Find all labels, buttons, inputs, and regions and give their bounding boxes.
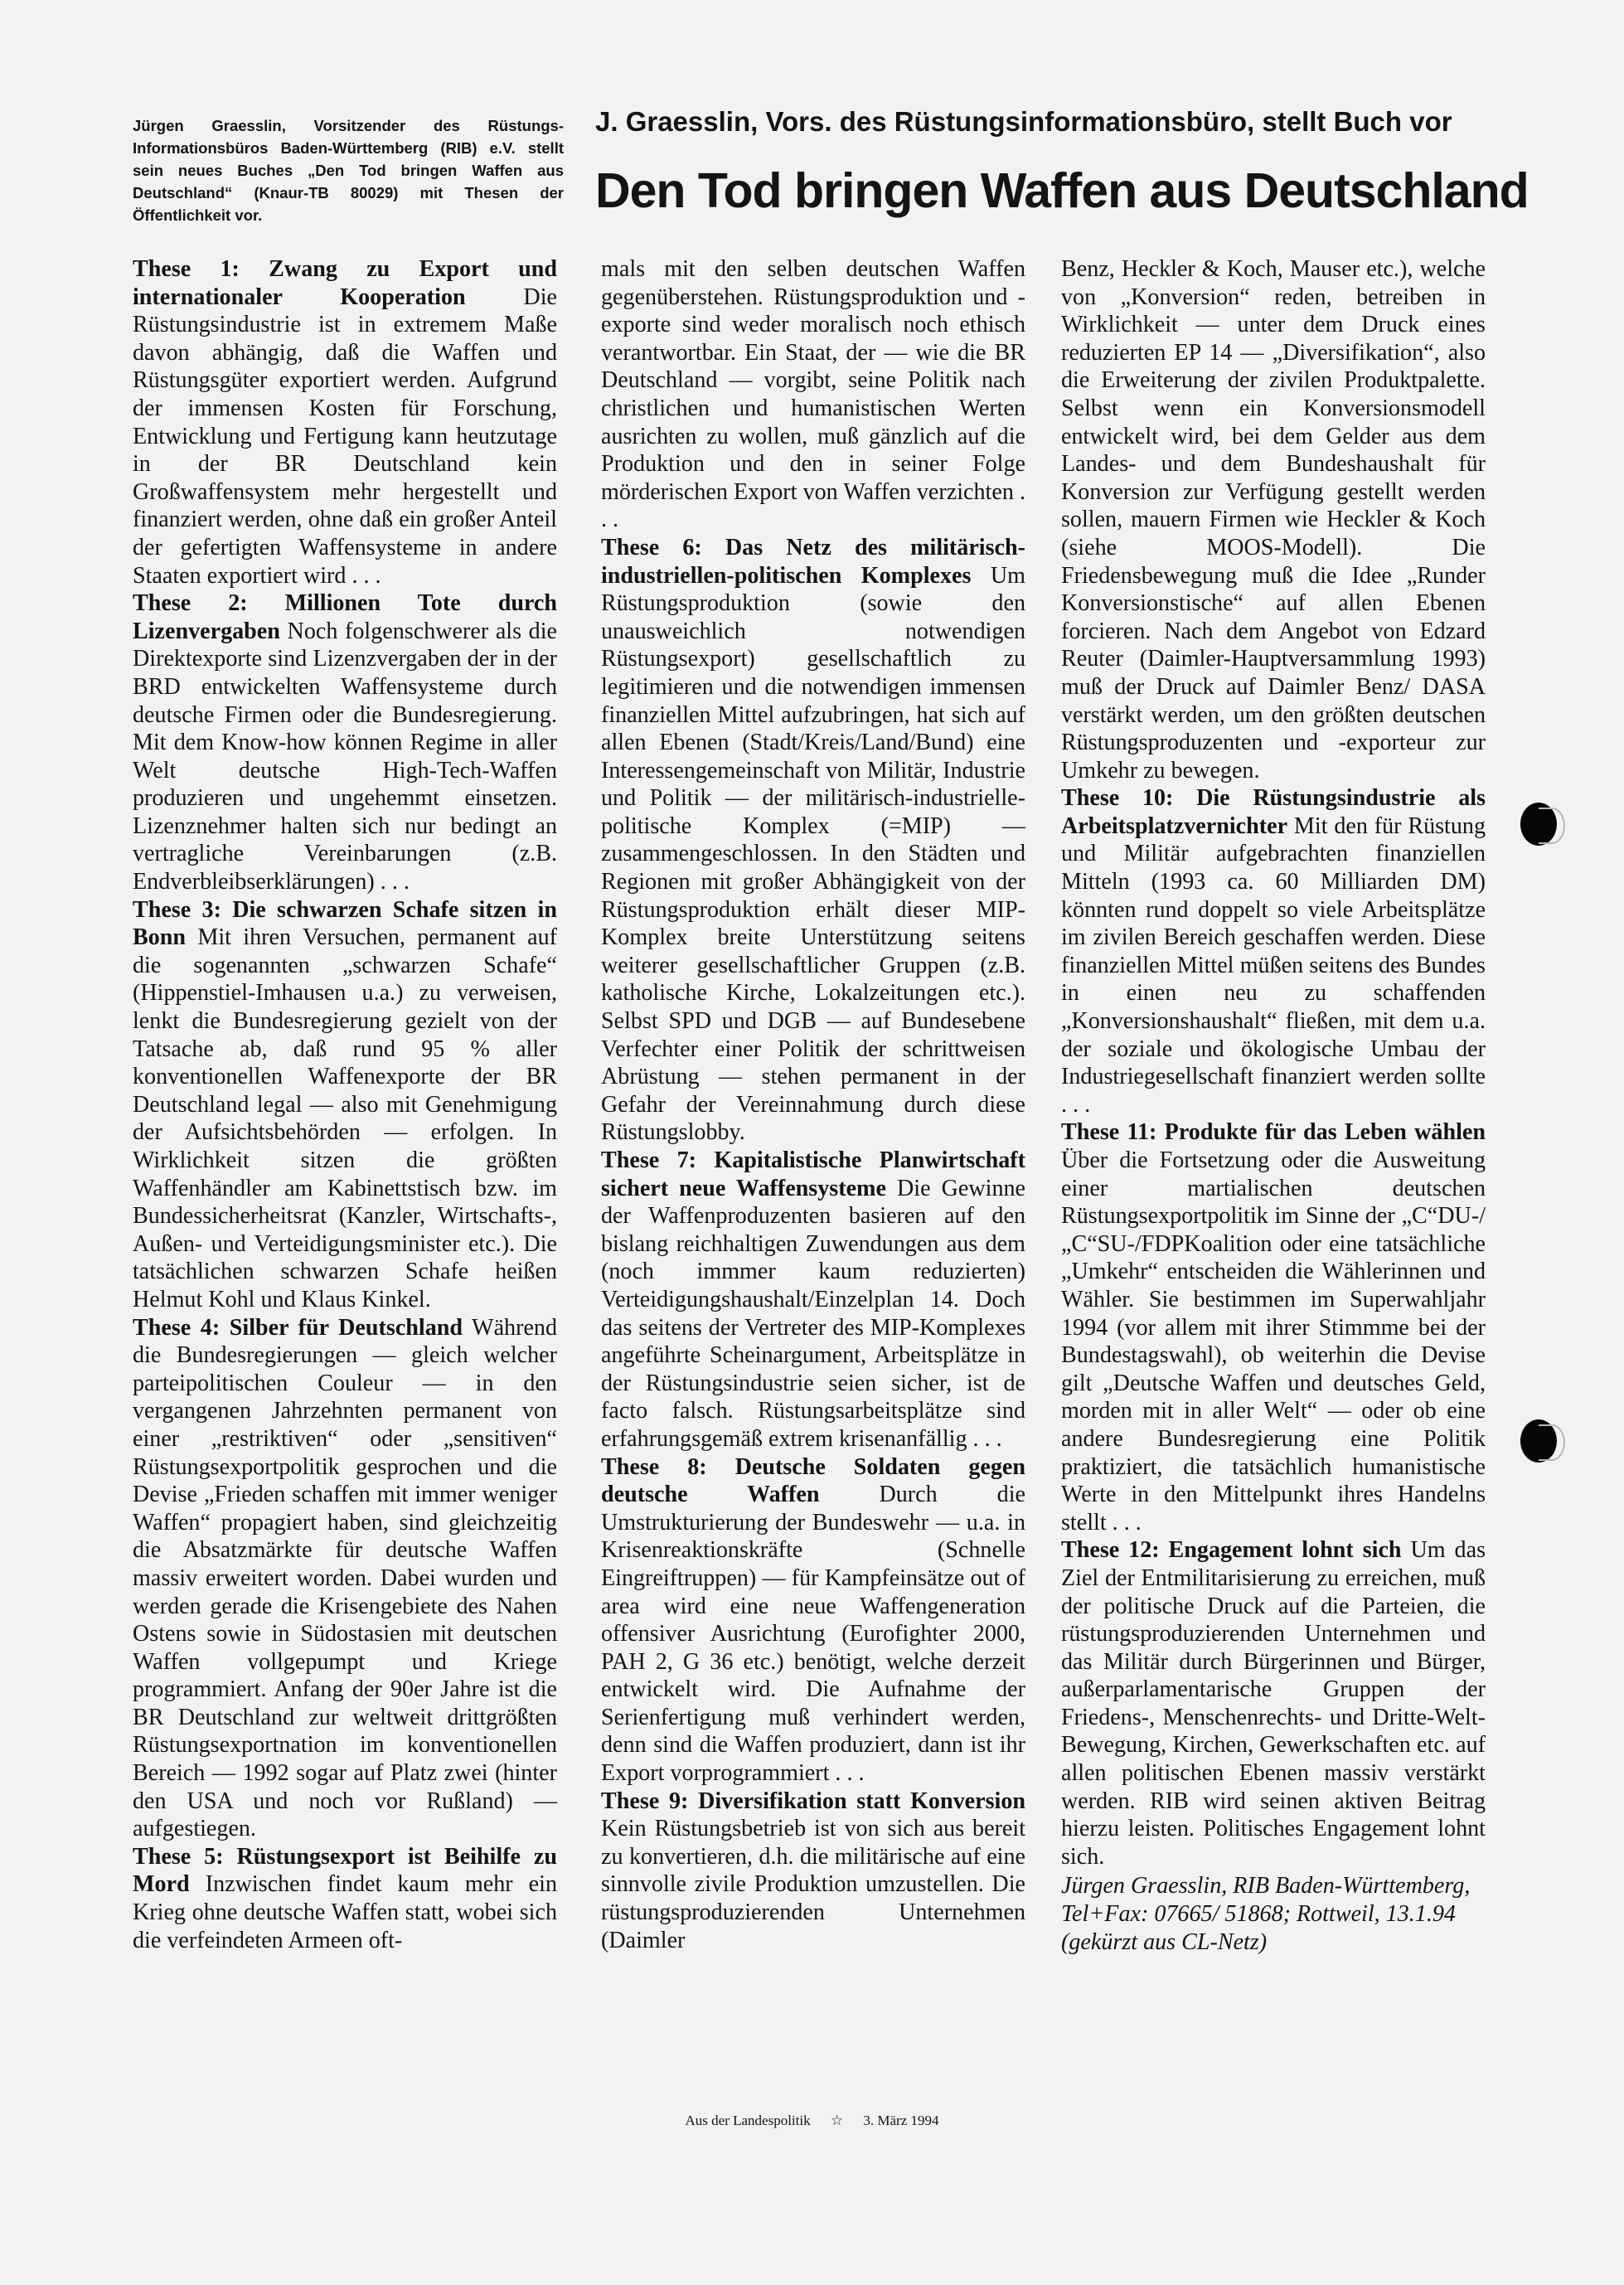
article-headline: Den Tod bringen Waffen aus Deutschland: [595, 163, 1529, 218]
punch-hole-top: [1520, 803, 1557, 846]
thesis-body: Kein Rüstungsbetrieb ist von sich aus bereit zu konvertieren, d.h. die militärische auf eine sinnvolle zivile Produktion umzustellen. Die rüstungsproduzierenden Unternehmen (Daimler: [601, 1816, 1025, 1953]
footer-date: 3. März 1994: [863, 2113, 939, 2128]
thesis-heading: These 3: Die schwarzen Schafe sitzen in Bonn: [133, 896, 557, 951]
intro-caption: Jürgen Graesslin, Vorsitzender des Rüstungs-Informationsbüros Baden-Württemberg (RIB) e.V. stellt sein neues Buches „Den Tod bringen Waffen aus Deutschland“ (Knaur-TB 80029) mit Thesen der Öffentlichkeit vor.: [133, 117, 564, 224]
thesis-body: Die Rüstungsindustrie ist in extremem Maße davon abhängig, daß die Waffen und Rüstungsgüter exportiert werden. Aufgrund der immensen Kosten für Forschung, Entwicklung und Fertigung kann heutzutage in der BR Deutschland kein Großwaffensystem mehr hergestellt und finanziert werden, ohne daß ein großer Anteil der gefertigten Waffensysteme in andere Staaten exportiert wird . . .: [133, 284, 557, 589]
thesis-heading: These 11: Produkte für das Leben wählen: [1061, 1119, 1486, 1146]
thesis-paragraph: [133, 1843, 557, 1954]
thesis-heading: These 10: Die Rüstungsindustrie als Arbeitsplatzvernichter: [1061, 785, 1486, 839]
thesis-paragraph: [601, 1147, 1025, 1453]
thesis-heading: These 4: Silber für Deutschland: [133, 1314, 463, 1341]
text-column-2: [601, 255, 1025, 1954]
thesis-paragraph: [1061, 1118, 1486, 1536]
page-footer: [0, 2113, 1624, 2129]
thesis-body: mals mit den selben deutschen Waffen gegenüberstehen. Rüstungsproduktion und -exporte sind weder moralisch noch ethisch verantwortbar. Ein Staat, der — wie die BR Deutschland — vorgibt, seine Politik nach christlichen und humanistischen Werten ausrichten zu wollen, muß gänzlich auf die Produktion und den in seiner Folge mörderischen Export von Waffen verzichten . . .: [601, 256, 1025, 533]
punch-hole-bottom: [1520, 1419, 1557, 1463]
thesis-heading: These 7: Kapitalistische Planwirtschaft sichert neue Waffensysteme: [601, 1147, 1025, 1201]
author-signature: Jürgen Graesslin, RIB Baden-Württemberg, Tel+Fax: 07665/ 51868; Rottweil, 13.1.94 (gekürzt aus CL-Netz): [1061, 1873, 1471, 1955]
thesis-heading: These 5: Rüstungsexport ist Beihilfe zu Mord: [133, 1843, 557, 1898]
thesis-heading: These 9: Diversifikation statt Konversion: [601, 1788, 1025, 1814]
thesis-heading: These 8: Deutsche Soldaten gegen deutsche Waffen: [601, 1453, 1025, 1508]
thesis-heading: These 1: Zwang zu Export und internationaler Kooperation: [133, 256, 557, 310]
thesis-body: Noch folgenschwerer als die Direktexporte sind Lizenzvergaben der in der BRD entwickelten Waffensysteme durch deutsche Firmen oder die Bundesregierung. Mit dem Know-how können Regime in aller Welt deutsche High-Tech-Waffen produzieren und ungehemmt einsetzen. Lizenznehmer halten sich nur bedingt an vertragliche Vereinbarungen (z.B. Endverbleibserklärungen) . . .: [133, 618, 557, 895]
thesis-body: Während die Bundesregierungen — gleich welcher parteipolitischen Couleur — in den vergangenen Jahrzehnten permanent von einer „restriktiven“ oder „sensitiven“ Rüstungsexportpolitik gesprochen und die Devise „Frieden schaffen mit immer weniger Waffen“ propagiert haben, sind gleichzeitig die Absatzmärkte für deutsche Waffen massiv erweitert worden. Dabei wurden und werden gerade die Krisengebiete des Nahen Ostens sowie in Südostasien mit deutschen Waffen vollgepumpt und Kriege programmiert. Anfang der 90er Jahre ist die BR Deutschland zur weltweit drittgrößten Rüstungsexportnation im konventionellen Bereich — 1992 sogar auf Platz zwei (hinter den USA und noch vor Rußland) — aufgestiegen.: [133, 1314, 558, 1842]
thesis-paragraph: [601, 1788, 1025, 1955]
thesis-paragraph: [133, 255, 557, 589]
thesis-paragraph: [601, 255, 1025, 534]
star-icon: ☆: [830, 2113, 844, 2128]
thesis-body: Mit den für Rüstung und Militär aufgebrachten finanziellen Mitteln (1993 ca. 60 Milliarden DM) könnten rund doppelt so viele Arbeitsplätze im zivilen Bereich geschaffen werden. Diese finanziellen Mittel müßen seitens des Bundes in einen neu zu schaffenden „Konversionshaushalt“ fließen, mit dem u.a. der soziale und ökologische Umbau der Industriegesellschaft finanziert werden sollte . . .: [1061, 813, 1486, 1118]
article-kicker: J. Graesslin, Vors. des Rüstungsinformationsbüro, stellt Buch vor: [595, 106, 1452, 137]
thesis-paragraph: [601, 534, 1025, 1147]
thesis-paragraph: [133, 589, 557, 896]
thesis-paragraph: [1061, 1536, 1486, 1870]
thesis-paragraph: [133, 1314, 557, 1843]
thesis-heading: These 6: Das Netz des militärisch-industriellen-politischen Komplexes: [601, 534, 1025, 589]
thesis-body: Benz, Heckler & Koch, Mauser etc.), welche von „Konversion“ reden, betreiben in Wirklichkeit — unter dem Druck eines reduzierten EP 14 — „Diversifikation“, also die Erweiterung der zivilen Produktpalette. Selbst wenn ein Konversionsmodell entwickelt wird, bei dem Gelder aus dem Landes- und dem Bundeshaushalt für Konversion zur Verfügung gestellt werden sollen, mauern Firmen wie Heckler & Koch (siehe MOOS-Modell). Die Friedensbewegung muß die Idee „Runder Konversionstische“ auf allen Ebenen forcieren. Nach dem Angebot von Edzard Reuter (Daimler-Hauptversammlung 1993) muß der Druck auf Daimler Benz/ DASA verstärkt werden, um den größten deutschen Rüstungsproduzenten und -exporteur zur Umkehr zu bewegen.: [1061, 256, 1486, 783]
thesis-body: Um das Ziel der Entmilitarisierung zu erreichen, muß der politische Druck auf die Parteien, die rüstungsproduzierenden Unternehmen und das Militär durch Bürgerinnen und Bürger, außerparlamentarische Gruppen der Friedens-, Menschenrechts- und Dritte-Welt-Bewegung, Kirchen, Gewerkschaften etc. auf allen politischen Ebenen massiv verstärkt werden. RIB wird seinen aktiven Beitrag hierzu leisten. Politisches Engagement lohnt sich.: [1061, 1537, 1486, 1870]
text-column-3: [1061, 255, 1486, 1956]
thesis-paragraph: [133, 896, 557, 1314]
thesis-body: Um Rüstungsproduktion (sowie den unausweichlich notwendigen Rüstungsexport) gesellschaftlich zu legitimieren und die notwendigen immensen finanziellen Mittel aufzubringen, hat sich auf allen Ebenen (Stadt/Kreis/Land/Bund) eine Interessengemeinschaft von Militär, Industrie und Politik — der militärisch-industrielle-politische Komplex (=MIP) — zusammengeschlossen. In den Städten und Regionen mit großer Abhängigkeit von der Rüstungsproduktion erhält dieser MIP-Komplex breite Unterstützung seitens weiterer gesellschaftlicher Gruppen (z.B. katholische Kirche, Lokalzeitungen etc.). Selbst SPD und DGB — auf Bundesebene Verfechter einer Politik der schrittweisen Abrüstung — stehen permanent in der Gefahr der Vereinnahmung durch diese Rüstungslobby.: [601, 562, 1025, 1146]
thesis-body: Die Gewinne der Waffenproduzenten basieren auf den bislang reichhaltigen Zuwendungen aus dem (noch immmer kaum reduzierten) Verteidigungshaushalt/Einzelplan 14. Doch das seitens der Vertreter des MIP-Komplexes angeführte Scheinargument, Arbeitsplätze in der Rüstungsindustrie seien sicher, ist de facto falsch. Rüstungsarbeitsplätze sind erfahrungsgemäß extrem krisenanfällig . . .: [601, 1175, 1026, 1452]
footer-section: Aus der Landespolitik: [685, 2113, 811, 2128]
thesis-paragraph: [601, 1453, 1025, 1788]
text-column-1: [133, 255, 557, 1954]
thesis-heading: These 12: Engagement lohnt sich: [1061, 1537, 1402, 1564]
thesis-body: Über die Fortsetzung oder die Ausweitung einer martialischen deutschen Rüstungsexportpolitik im Sinne der „C“DU-/„C“SU-/FDPKoalition oder eine tatsächliche „Umkehr“ entscheiden die Wählerinnen und Wähler. Sie bestimmen im Superwahljahr 1994 (vor allem mit ihrer Stimmme bei der Bundestagswahl), ob weiterhin die Devise gilt „Deutsche Waffen und deutsches Geld, morden mit in aller Welt“ — oder ob eine andere Bundesregierung eine Politik praktiziert, die tatsächlich humanistische Werte in den Mittelpunkt ihres Handelns stellt . . .: [1061, 1147, 1486, 1535]
thesis-body: Inzwischen findet kaum mehr ein Krieg ohne deutsche Waffen statt, wobei sich die verfeindeten Armeen oft-: [133, 1871, 557, 1953]
thesis-paragraph: [1061, 255, 1486, 784]
thesis-heading: These 2: Millionen Tote durch Lizenvergaben: [133, 590, 557, 644]
thesis-body: Mit ihren Versuchen, permanent auf die sogenannten „schwarzen Schafe“ (Hippenstiel-Imhausen u.a.) zu verweisen, lenkt die Bundesregierung gezielt von der Tatsache ab, daß rund 95 % aller konventionellen Waffenexporte der BR Deutschland legal — also mit Genehmigung der Aufsichtsbehörden — erfolgen. In Wirklichkeit sitzen die größten Waffenhändler am Kabinettstisch bzw. im Bundessicherheitsrat (Kanzler, Wirtschafts-, Außen- und Verteidigungsminister etc.). Die tatsächlichen schwarzen Schafe heißen Helmut Kohl und Klaus Kinkel.: [133, 924, 557, 1312]
thesis-body: Durch die Umstrukturierung der Bundeswehr — u.a. in Krisenreaktionskräfte (Schnelle Eingreiftruppen) — für Kampfeinsätze out of area wird eine neue Waffengeneration offensiver Ausrichtung (Eurofighter 2000, PAH 2, G 36 etc.) benötigt, welche derzeit entwickelt wird. Die Aufnahme der Serienfertigung muß verhindert werden, denn sind die Waffen produziert, dann ist ihr Export vorprogrammiert . . .: [601, 1482, 1026, 1787]
thesis-paragraph: [1061, 784, 1486, 1118]
